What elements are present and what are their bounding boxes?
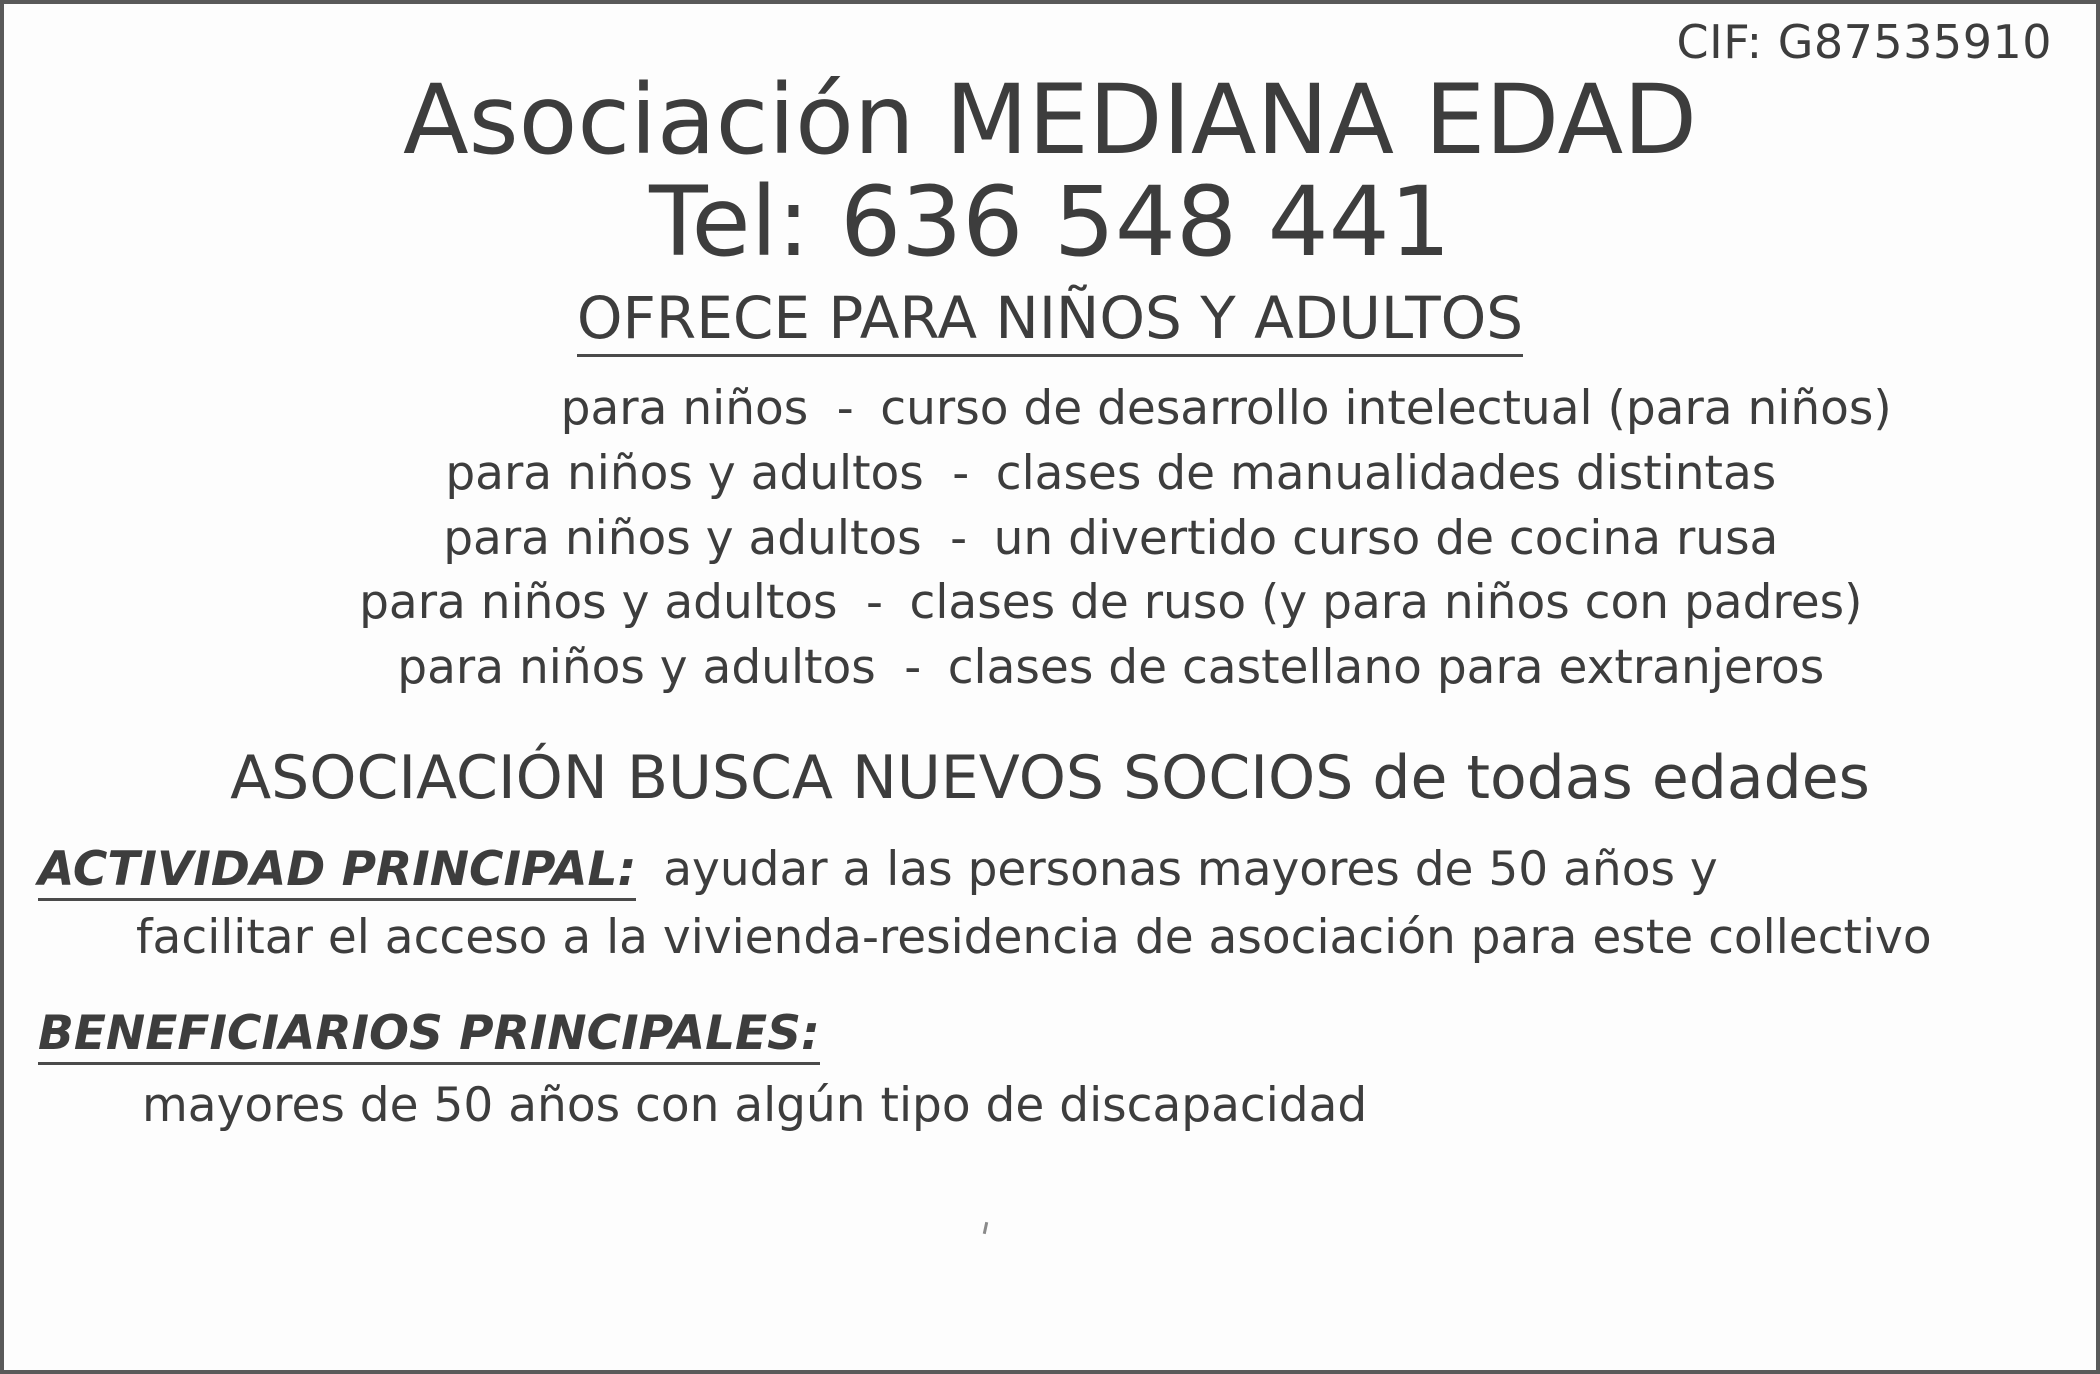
offers-list bbox=[32, 377, 2068, 701]
offer-audience: para niños y adultos bbox=[359, 575, 838, 631]
members-call-to-action: ASOCIACIÓN BUSCA NUEVOS SOCIOS de todas edades bbox=[230, 743, 1870, 814]
beneficiaries-text-line1: mayores de 50 años con algún tipo de discapacidad bbox=[142, 1078, 1368, 1134]
offer-audience: para niños y adultos bbox=[397, 640, 876, 696]
offer-audience: para niños y adultos bbox=[443, 510, 922, 566]
phone-number: Tel: 636 548 441 bbox=[649, 166, 1451, 279]
offer-description: clases de castellano para extranjeros bbox=[947, 640, 1825, 696]
beneficiaries-block bbox=[32, 1003, 2068, 1137]
offers-heading-text: OFRECE PARA NIÑOS Y ADULTOS bbox=[577, 284, 1523, 357]
offer-dash: - bbox=[904, 640, 922, 696]
offer-audience: para niños y adultos bbox=[445, 445, 924, 501]
offer-description: clases de ruso (y para niños con padres) bbox=[909, 575, 1863, 631]
offer-dash: - bbox=[866, 575, 883, 631]
offers-heading bbox=[32, 284, 2068, 352]
offer-dash: - bbox=[952, 445, 970, 501]
main-activity-first-line bbox=[32, 839, 2068, 901]
list-item bbox=[32, 377, 2068, 442]
offer-dash: - bbox=[836, 380, 854, 436]
main-activity-label: ACTIVIDAD PRINCIPAL: bbox=[38, 842, 636, 901]
list-item bbox=[32, 442, 2068, 507]
offer-description: un divertido curso de cocina rusa bbox=[993, 510, 1779, 566]
main-activity-block bbox=[32, 839, 2068, 969]
offer-dash: - bbox=[950, 510, 968, 566]
list-item bbox=[32, 507, 2068, 572]
main-activity-text-line1: ayudar a las personas mayores de 50 años y bbox=[663, 842, 1718, 898]
offer-description: curso de desarrollo intelectual (para niños) bbox=[880, 380, 1892, 436]
cif-number: CIF: G87535910 bbox=[1676, 15, 2052, 69]
offer-audience: para niños bbox=[560, 380, 809, 436]
beneficiaries-first-line bbox=[32, 1003, 2068, 1065]
list-item bbox=[32, 636, 2068, 701]
beneficiaries-label: BENEFICIARIOS PRINCIPALES: bbox=[38, 1006, 820, 1065]
scan-speck bbox=[983, 1222, 988, 1234]
main-activity-text-line2: facilitar el acceso a la vivienda-residencia de asociación para este collectivo bbox=[136, 910, 1932, 966]
offer-description: clases de manualidades distintas bbox=[995, 445, 1777, 501]
list-item bbox=[32, 571, 2068, 636]
organization-name: Asociación MEDIANA EDAD bbox=[402, 64, 1698, 177]
